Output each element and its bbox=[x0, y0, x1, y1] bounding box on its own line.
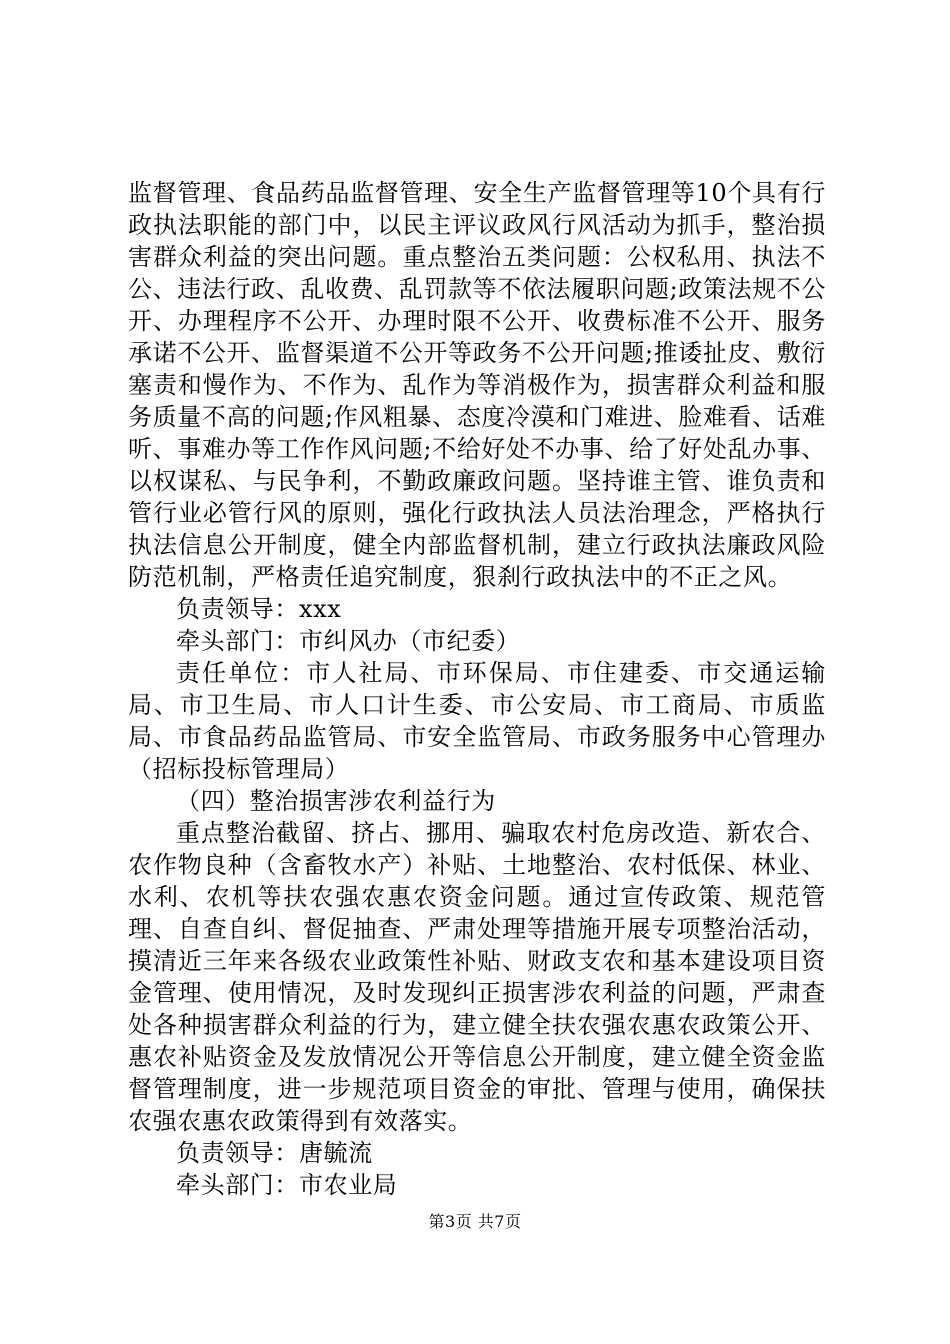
lead-department-line: 牵头部门：市纠风办（市纪委） bbox=[176, 627, 521, 655]
page-number: 第3页 共7页 bbox=[428, 1212, 522, 1231]
page-footer bbox=[0, 1212, 950, 1232]
paragraph-body: 重点整治截留、挤占、挪用、骗取农村危房改造、新农合、农作物良种（含畜牧水产）补贴、土地整治、农村低保、林业、水利、农机等扶农强农惠农资金问题。通过宣传政策、规范管理、自查自纠、督促抽查、严肃处理等措施开展专项整治活动，摸清近三年来各级农业政策性补贴、财政支农和基本建设项目资金管理、使用情况，及时发现纠正损害涉农利益的问题，严肃查处各种损害群众利益的行为，建立健全扶农强农惠农政策公开、惠农补贴资金及发放情况公开等信息公开制度，建立健全资金监督管理制度，进一步规范项目资金的审批、管理与使用，确保扶农强农惠农政策得到有效落实。 bbox=[128, 819, 826, 1135]
responsible-units-line: 责任单位：市人社局、市环保局、市住建委、市交通运输局、市卫生局、市人口计生委、市公安局、市工商局、市质监局、市食品药品监管局、市安全监管局、市政务服务中心管理办（招标投标管理局） bbox=[128, 659, 826, 783]
responsible-leader-line-2: 负责领导：唐毓流 bbox=[176, 1139, 373, 1167]
lead-department-line-2: 牵头部门：市农业局 bbox=[176, 1171, 398, 1199]
paragraph-continuation: 监督管理、食品药品监督管理、安全生产监督管理等10个具有行政执法职能的部门中，以民主评议政风行风活动为抓手，整治损害群众利益的突出问题。重点整治五类问题：公权私用、执法不公、违法行政、乱收费、乱罚款等不依法履职问题;政策法规不公开、办理程序不公开、办理时限不公开、收费标准不公开、服务承诺不公开、监督渠道不公开等政务不公开问题;推诿扯皮、敷衍塞责和慢作为、不作为、乱作为等消极作为，损害群众利益和服务质量不高的问题;作风粗暴、态度冷漠和门难进、脸难看、话难听、事难办等工作作风问题;不给好处不办事、给了好处乱办事、以权谋私、与民争利，不勤政廉政问题。坚持谁主管、谁负责和管行业必管行风的原则，强化行政执法人员法治理念，严格执行执法信息公开制度，健全内部监督机制，建立行政执法廉政风险防范机制，严格责任追究制度，狠刹行政执法中的不正之风。 bbox=[128, 179, 826, 591]
responsible-leader-line: 负责领导：xxx bbox=[176, 595, 342, 623]
section-heading: （四）整治损害涉农利益行为 bbox=[176, 787, 496, 815]
document-body bbox=[128, 177, 826, 1201]
